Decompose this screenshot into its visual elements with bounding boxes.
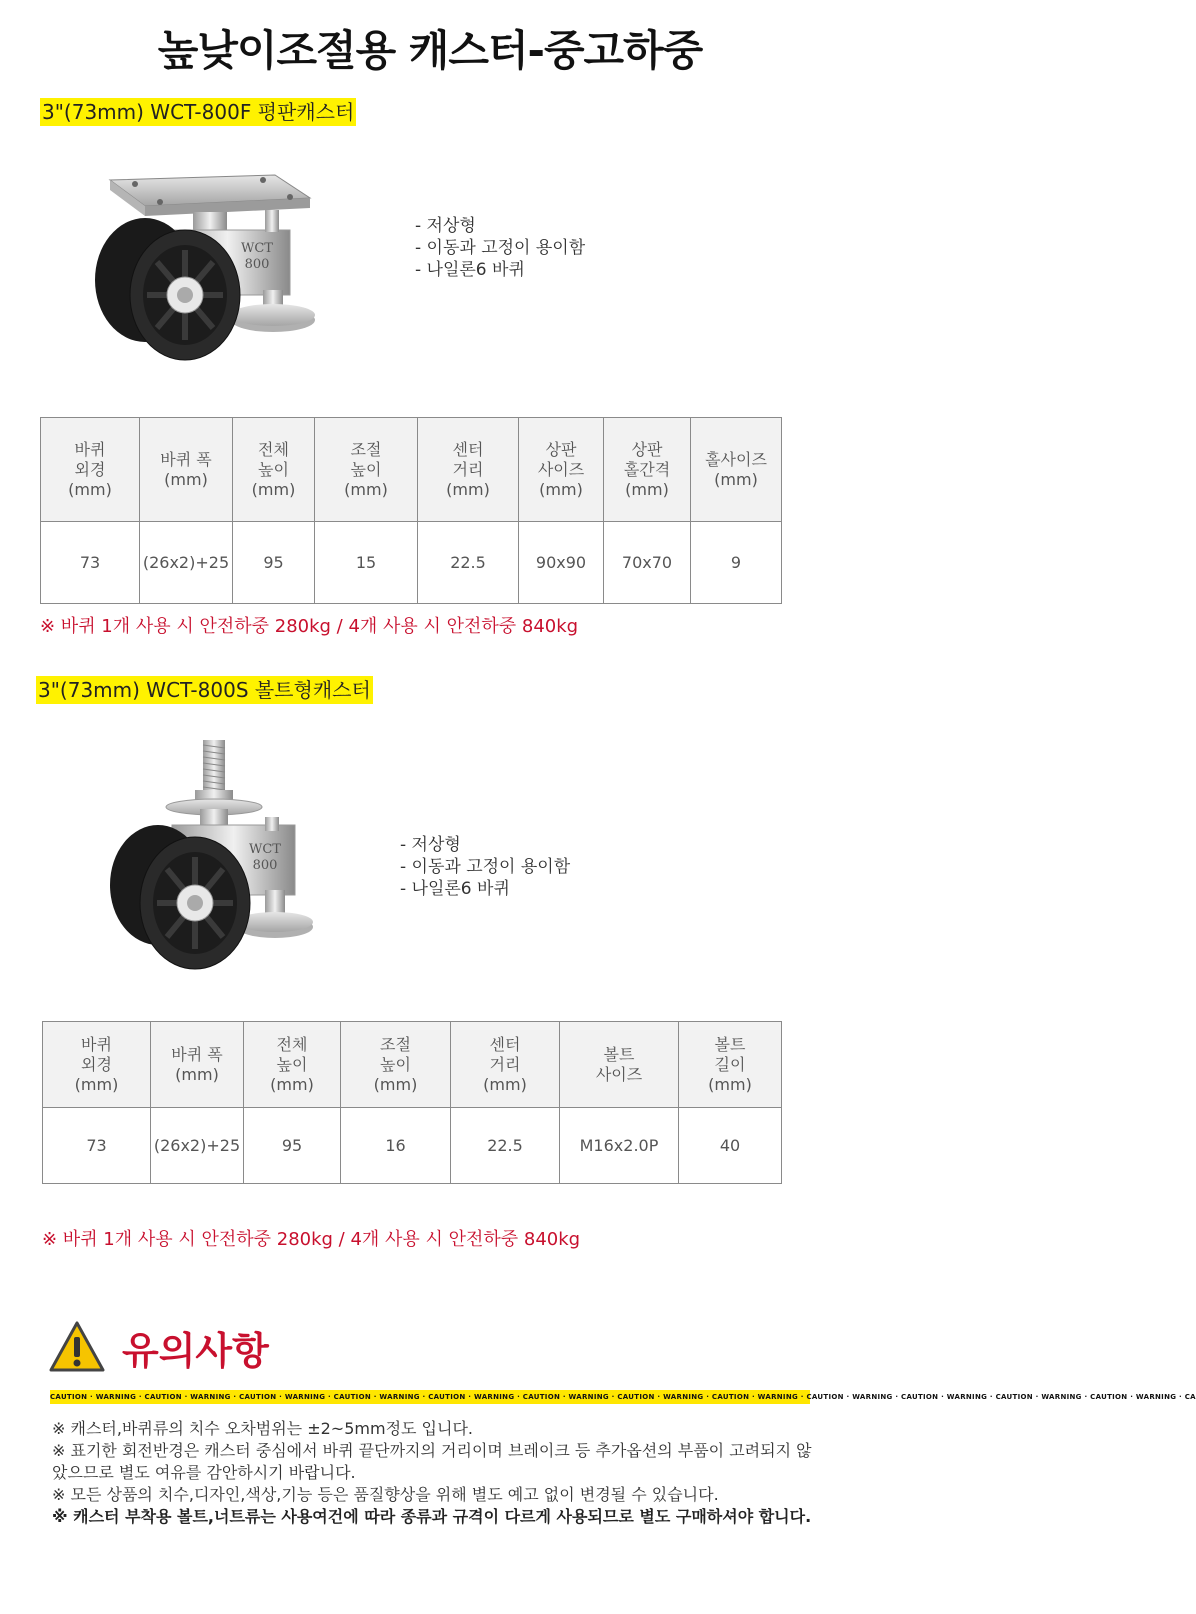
value-cell: 95 (244, 1108, 341, 1184)
product2-spec-table (42, 1021, 782, 1184)
header-center-distance: 센터 거리 (mm) (451, 1022, 560, 1108)
note-item: ※ 캐스터,바퀴류의 치수 오차범위는 ±2~5mm정도 입니다. (52, 1419, 474, 1438)
note-item: ※ 모든 상품의 치수,디자인,색상,기능 등은 품질향상을 위해 별도 예고 없이 변경될 수 있습니다. (52, 1485, 719, 1504)
header-plate-size: 상판 사이즈 (mm) (519, 418, 604, 522)
product2-load-note: ※ 바퀴 1개 사용 시 안전하중 280kg / 4개 사용 시 안전하중 840kg (42, 1229, 581, 1250)
value-cell: 22.5 (451, 1108, 560, 1184)
warning-triangle-icon (48, 1320, 106, 1374)
caution-notes (52, 1418, 822, 1528)
header-hole-spacing: 상판 홀간격 (mm) (604, 418, 691, 522)
bolt-caster-image (100, 735, 340, 985)
feature-item: - 저상형 (400, 835, 461, 855)
header-center-distance: 센터 거리 (mm) (418, 418, 519, 522)
value-cell: 73 (41, 522, 140, 604)
note-item: ※ 표기한 회전반경은 캐스터 중심에서 바퀴 끝단까지의 거리이며 브레이크 등 추가옵션의 부품이 고려되지 않았으므로 별도 여유를 감안하시기 바랍니다. (52, 1441, 812, 1482)
page-title: 높낮이조절용 캐스터-중고하중 (157, 26, 703, 75)
feature-item: - 나일론6 바퀴 (415, 260, 525, 280)
value-cell: 90x90 (519, 522, 604, 604)
product1-features (415, 215, 585, 281)
spec-value-row (43, 1108, 782, 1184)
spec-header-row (43, 1022, 782, 1108)
feature-item: - 이동과 고정이 용이함 (415, 238, 586, 258)
bolt-marking-line1: WCT (249, 842, 281, 857)
value-cell: 40 (679, 1108, 782, 1184)
header-wheel-width: 바퀴 폭 (mm) (140, 418, 233, 522)
header-wheel-width: 바퀴 폭 (mm) (151, 1022, 244, 1108)
feature-item: - 이동과 고정이 용이함 (400, 857, 571, 877)
value-cell: (26x2)+25 (140, 522, 233, 604)
header-hole-size: 홀사이즈 (mm) (691, 418, 782, 522)
product1-title: 3"(73mm) WCT-800F 평판캐스터 (42, 100, 355, 124)
value-cell: M16x2.0P (560, 1108, 679, 1184)
plate-marking-line2: 800 (244, 257, 270, 272)
note-item-bold: ※ 캐스터 부착용 볼트,너트류는 사용여건에 따라 종류과 규격이 다르게 사용되므로 별도 구매하셔야 합니다. (52, 1507, 812, 1526)
plate-caster-image (85, 170, 325, 390)
value-cell: (26x2)+25 (151, 1108, 244, 1184)
product2-features (400, 834, 570, 900)
product1-spec-table (40, 417, 782, 604)
caution-tape: CAUTION · WARNING · CAUTION · WARNING · CAUTION · WARNING · CAUTION · WARNING · CAUTION · WARNING · CAUTION · WARNING · CAUTION · WARNING · CAUTION · WARNING · CAUTION · WARNING · CAUTION · WARNING · CAUTION · WARNING · CAUTION · WARNING · CA (50, 1390, 810, 1404)
spec-value-row (41, 522, 782, 604)
product1-load-note: ※ 바퀴 1개 사용 시 안전하중 280kg / 4개 사용 시 안전하중 840kg (40, 616, 579, 637)
value-cell: 22.5 (418, 522, 519, 604)
value-cell: 16 (341, 1108, 451, 1184)
header-total-height: 전체 높이 (mm) (233, 418, 315, 522)
feature-item: - 나일론6 바퀴 (400, 879, 510, 899)
feature-item: - 저상형 (415, 216, 476, 236)
header-wheel-diameter: 바퀴 외경 (mm) (41, 418, 140, 522)
value-cell: 15 (315, 522, 418, 604)
header-wheel-diameter: 바퀴 외경 (mm) (43, 1022, 151, 1108)
value-cell: 95 (233, 522, 315, 604)
value-cell: 73 (43, 1108, 151, 1184)
caution-title: 유의사항 (122, 1329, 269, 1373)
header-bolt-length: 볼트 길이 (mm) (679, 1022, 782, 1108)
product2-title: 3"(73mm) WCT-800S 볼트형캐스터 (38, 678, 371, 702)
spec-header-row (41, 418, 782, 522)
header-adjust-height: 조절 높이 (mm) (341, 1022, 451, 1108)
bolt-marking-line2: 800 (252, 858, 278, 873)
header-total-height: 전체 높이 (mm) (244, 1022, 341, 1108)
value-cell: 9 (691, 522, 782, 604)
plate-marking-line1: WCT (241, 241, 273, 256)
header-adjust-height: 조절 높이 (mm) (315, 418, 418, 522)
value-cell: 70x70 (604, 522, 691, 604)
header-bolt-size: 볼트 사이즈 (560, 1022, 679, 1108)
